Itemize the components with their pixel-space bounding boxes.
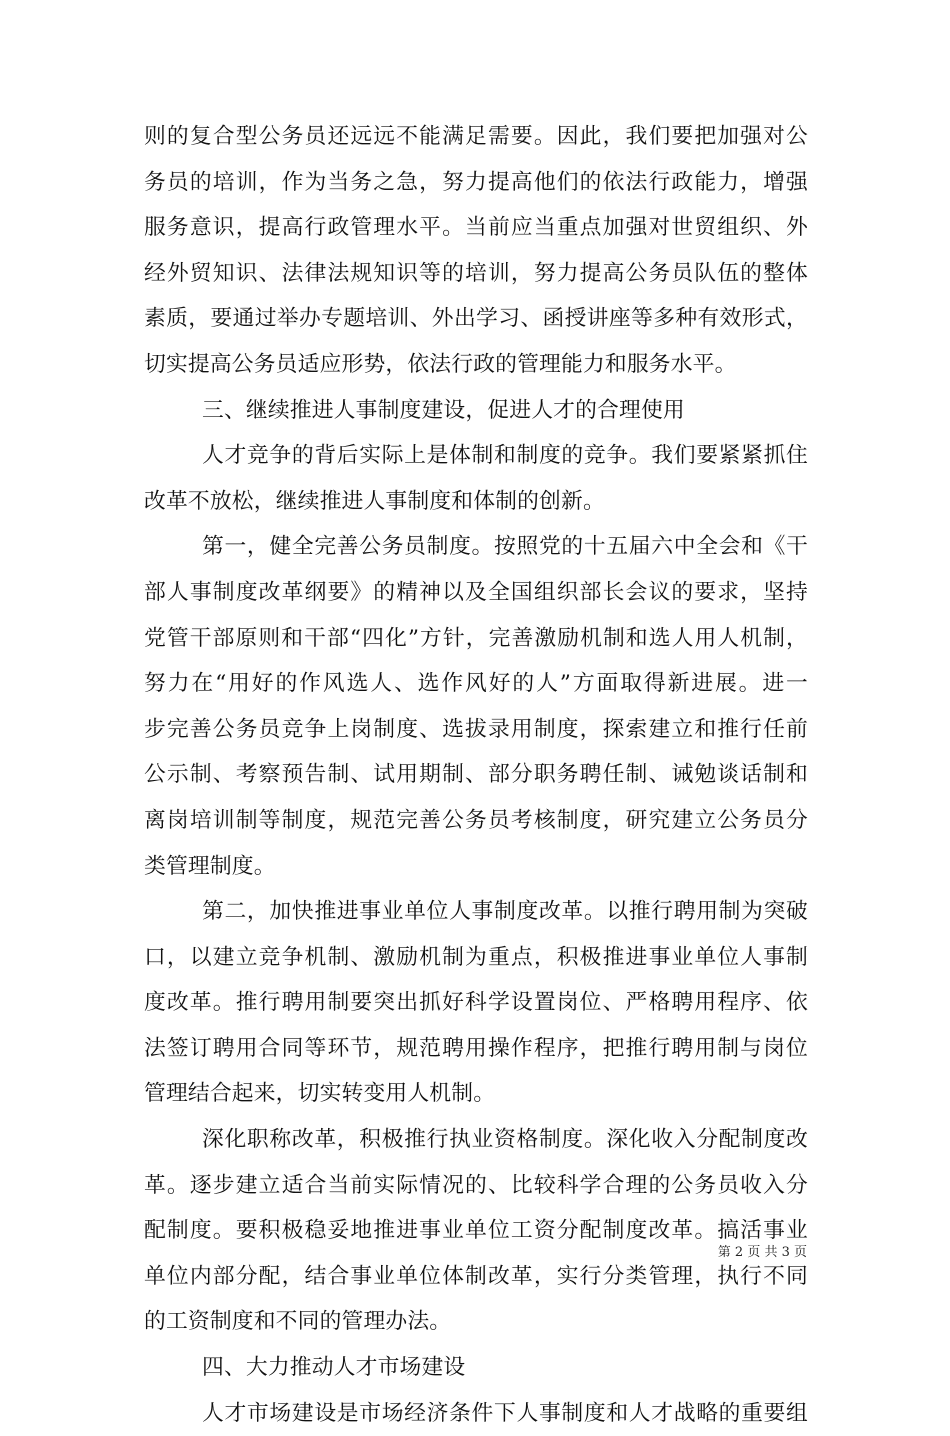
text-line: 四、大力推动人才市场建设 <box>202 1355 466 1381</box>
text-line: 经外贸知识、法律法规知识等的培训，努力提高公务员队伍的整体 <box>144 260 808 286</box>
text-line: 单位内部分配，结合事业单位体制改革，实行分类管理，执行不同 <box>144 1263 808 1289</box>
document-body <box>144 114 808 1436</box>
text-line: 管理结合起来，切实转变用人机制。 <box>144 1081 496 1107</box>
text-line: 党管干部原则和干部“四化”方针，完善激励机制和选人用人机制， <box>144 625 808 651</box>
text-line: 离岗培训制等制度，规范完善公务员考核制度，研究建立公务员分 <box>144 807 808 833</box>
text-line: 改革不放松，继续推进人事制度和体制的创新。 <box>144 488 605 514</box>
text-line: 类管理制度。 <box>144 853 276 879</box>
text-line: 第二，加快推进事业单位人事制度改革。以推行聘用制为突破 <box>202 899 808 925</box>
text-line: 人才竞争的背后实际上是体制和制度的竞争。我们要紧紧抓住 <box>202 443 808 469</box>
page-number-footer: 第 2 页 共 3 页 <box>717 1245 807 1260</box>
text-line: 则的复合型公务员还远远不能满足需要。因此，我们要把加强对公 <box>144 124 808 149</box>
text-line: 部人事制度改革纲要》的精神以及全国组织部长会议的要求，坚持 <box>144 579 808 605</box>
text-line: 切实提高公务员适应形势，依法行政的管理能力和服务水平。 <box>144 351 737 377</box>
text-line: 深化职称改革，积极推行执业资格制度。深化收入分配制度改 <box>202 1127 808 1153</box>
text-line: 的工资制度和不同的管理办法。 <box>144 1309 452 1335</box>
text-line: 服务意识，提高行政管理水平。当前应当重点加强对世贸组织、外 <box>144 215 808 241</box>
text-line: 度改革。推行聘用制要突出抓好科学设置岗位、严格聘用程序、依 <box>144 990 808 1016</box>
text-line: 努力在“用好的作风选人、选作风好的人”方面取得新进展。进一 <box>144 671 808 697</box>
text-line: 公示制、考察预告制、试用期制、部分职务聘任制、诫勉谈话制和 <box>144 762 808 788</box>
text-line: 配制度。要积极稳妥地推进事业单位工资分配制度改革。搞活事业 <box>144 1218 808 1244</box>
text-line: 人才市场建设是市场经济条件下人事制度和人才战略的重要组 <box>202 1400 808 1426</box>
text-line: 革。逐步建立适合当前实际情况的、比较科学合理的公务员收入分 <box>144 1172 808 1198</box>
text-line: 务员的培训，作为当务之急，努力提高他们的依法行政能力，增强 <box>144 169 808 195</box>
text-line: 第一，健全完善公务员制度。按照党的十五届六中全会和《干 <box>202 534 808 560</box>
text-line: 三、继续推进人事制度建设，促进人才的合理使用 <box>202 397 685 423</box>
text-line: 步完善公务员竞争上岗制度、选拔录用制度，探索建立和推行任前 <box>144 716 808 742</box>
text-line: 法签订聘用合同等环节，规范聘用操作程序，把推行聘用制与岗位 <box>144 1035 808 1061</box>
text-line: 素质，要通过举办专题培训、外出学习、函授讲座等多种有效形式， <box>144 306 808 332</box>
text-line: 口，以建立竞争机制、激励机制为重点，积极推进事业单位人事制 <box>144 944 808 970</box>
